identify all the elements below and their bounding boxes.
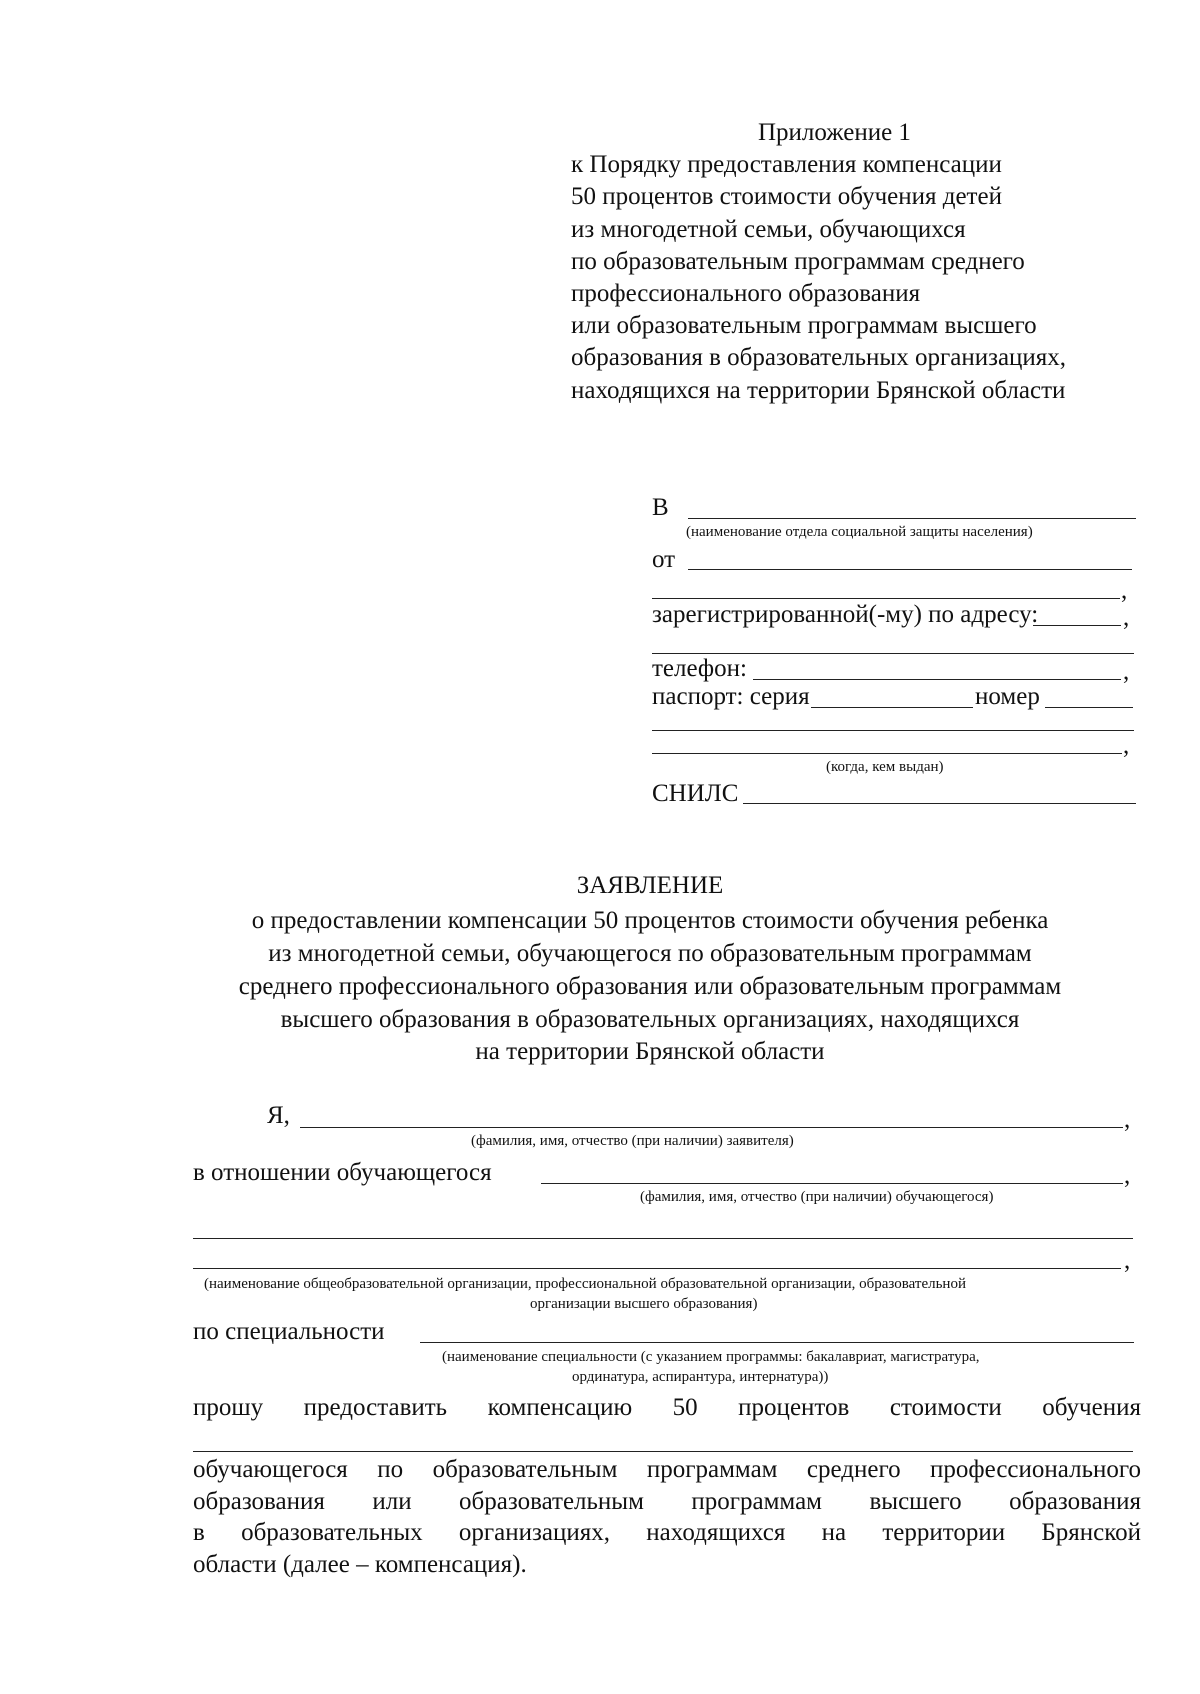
passport-number-field[interactable] <box>1045 707 1133 708</box>
appendix-line: 50 процентов стоимости обучения детей <box>571 183 1002 211</box>
passport-issued-field-2[interactable] <box>652 753 1122 754</box>
document-title: ЗАЯВЛЕНИЕ <box>576 872 724 899</box>
appendix-line: профессионального образования <box>571 280 921 308</box>
comma: , <box>1124 1162 1131 1189</box>
comma: , <box>1121 577 1128 604</box>
specialty-label: по специальности <box>193 1318 385 1345</box>
organization-caption: организации высшего образования) <box>530 1296 758 1312</box>
applicant-caption: (фамилия, имя, отчество (при наличии) заявителя) <box>471 1133 794 1149</box>
passport-series-field[interactable] <box>811 707 973 708</box>
address-field[interactable] <box>1033 625 1121 626</box>
student-label: в отношении обучающегося <box>193 1159 492 1186</box>
body-line: в образовательных организациях, находящихся на территории Брянской <box>193 1519 1141 1546</box>
appendix-line: из многодетной семьи, обучающихся <box>571 215 966 243</box>
appendix-line: к Порядку предоставления компенсации <box>571 151 1002 179</box>
applicant-name-field[interactable] <box>688 569 1132 570</box>
applicant-fullname-field[interactable] <box>300 1127 1123 1128</box>
snils-label: СНИЛС <box>652 780 739 807</box>
comma: , <box>1123 604 1130 631</box>
subtitle-line: из многодетной семьи, обучающегося по образовательным программам <box>268 940 1032 967</box>
comma: , <box>1124 1106 1131 1133</box>
appendix-line: находящихся на территории Брянской области <box>571 376 1066 404</box>
issued-caption: (когда, кем выдан) <box>826 759 944 775</box>
specialty-caption: (наименование специальности (с указанием программы: бакалавриат, магистратура, <box>442 1349 980 1365</box>
subtitle-line: на территории Брянской области <box>475 1038 825 1065</box>
student-fullname-field[interactable] <box>541 1183 1123 1184</box>
subtitle-line: о предоставлении компенсации 50 процентов стоимости обучения ребенка <box>251 907 1049 934</box>
from-prefix: от <box>652 546 676 573</box>
subtitle-line: среднего профессионального образования или образовательным программам <box>238 973 1062 1000</box>
specialty-field[interactable] <box>420 1342 1134 1343</box>
appendix-line: по образовательным программам среднего <box>571 247 1025 275</box>
body-line: обучающегося по образовательным программам среднего профессионального <box>193 1456 1141 1483</box>
comma: , <box>1124 1247 1131 1274</box>
phone-label: телефон: <box>652 655 747 682</box>
body-line-last: области (далее – компенсация). <box>193 1550 527 1578</box>
request-field[interactable] <box>193 1451 1133 1452</box>
i-label: Я, <box>267 1102 290 1129</box>
body-paragraph <box>193 1454 1141 1580</box>
appendix-title: Приложение 1 <box>758 119 911 146</box>
subtitle-line: высшего образования в образовательных организациях, находящихся <box>280 1006 1020 1033</box>
request-line: прошу предоставить компенсацию 50 процентов стоимости обучения <box>193 1394 1141 1421</box>
phone-field[interactable] <box>753 679 1121 680</box>
appendix-line: или образовательным программам высшего <box>571 312 1037 340</box>
department-field[interactable] <box>688 518 1136 519</box>
comma: , <box>1123 658 1130 685</box>
comma: , <box>1123 732 1130 759</box>
student-caption: (фамилия, имя, отчество (при наличии) обучающегося) <box>640 1189 994 1205</box>
registered-label: зарегистрированной(-му) по адресу: <box>652 601 1039 628</box>
organization-field[interactable] <box>193 1238 1133 1239</box>
organization-field-2[interactable] <box>193 1268 1121 1269</box>
appendix-line: образования в образовательных организациях, <box>571 344 1067 372</box>
snils-field[interactable] <box>743 803 1136 804</box>
specialty-caption: ординатура, аспирантура, интернатура)) <box>572 1369 829 1385</box>
body-line: образования или образовательным программам высшего образования <box>193 1487 1141 1515</box>
appendix-block <box>571 117 1066 407</box>
passport-number-label: номер <box>975 683 1040 710</box>
passport-series-label: паспорт: серия <box>652 683 810 710</box>
passport-issued-field[interactable] <box>652 730 1134 731</box>
department-caption: (наименование отдела социальной защиты населения) <box>686 524 1033 540</box>
organization-caption: (наименование общеобразовательной организации, профессиональной образовательной организации, образовательной <box>204 1276 966 1292</box>
to-prefix: В <box>652 494 669 521</box>
